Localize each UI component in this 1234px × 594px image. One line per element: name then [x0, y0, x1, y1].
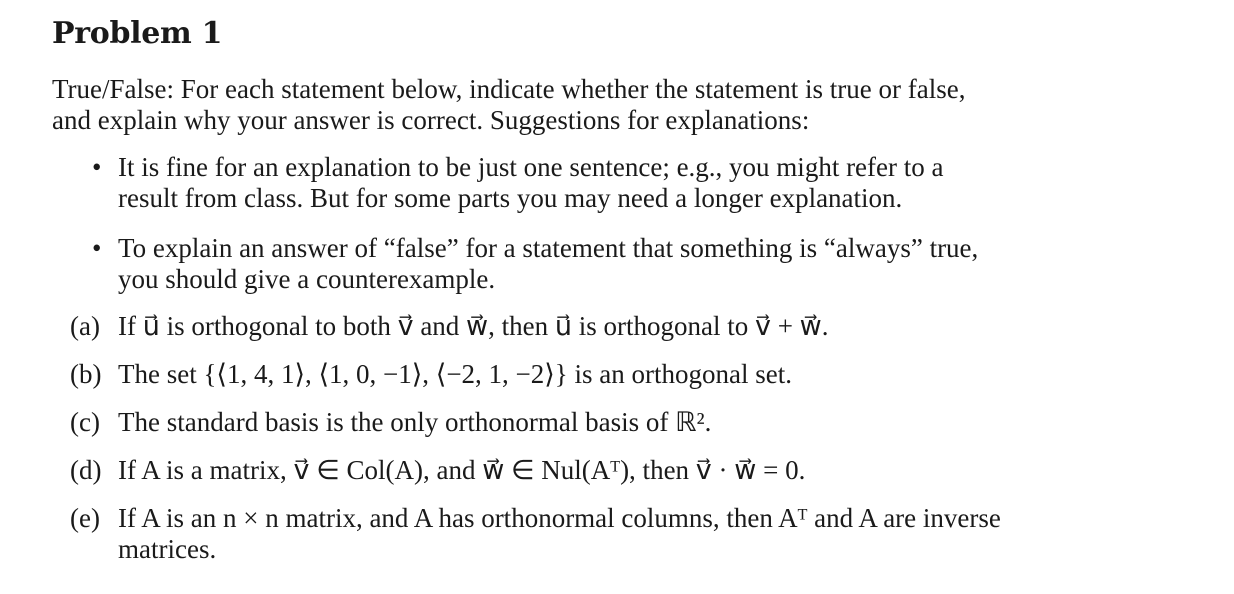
bullet-icon: •: [92, 233, 102, 263]
statement-text: If u⃗ is orthogonal to both v⃗ and w⃗, then u⃗ is orthogonal to v⃗ + w⃗.: [118, 311, 829, 341]
suggestions-list: [52, 152, 992, 314]
statement-label: (e): [70, 503, 100, 533]
statement-item-b: [52, 359, 1012, 390]
statement-text: The set {⟨1, 4, 1⟩, ⟨1, 0, −1⟩, ⟨−2, 1, −2⟩} is an orthogonal set.: [118, 359, 792, 389]
statement-item-e: [52, 503, 1012, 565]
suggestion-item: [52, 152, 992, 214]
statement-list: [52, 311, 1012, 582]
statement-item-a: [52, 311, 1012, 342]
problem-title: Problem 1: [52, 16, 223, 51]
statement-text: If A is a matrix, v⃗ ∈ Col(A), and w⃗ ∈ Nul(Aᵀ), then v⃗ · w⃗ = 0.: [118, 455, 806, 485]
suggestion-item: [52, 233, 992, 295]
statement-text: The standard basis is the only orthonormal basis of ℝ².: [118, 407, 712, 437]
statement-label: (d): [70, 455, 102, 485]
statement-item-d: [52, 455, 1012, 486]
suggestion-text: It is fine for an explanation to be just one sentence; e.g., you might refer to a result from class. But for some parts you may need a longer explanation.: [118, 152, 944, 213]
statement-label: (a): [70, 311, 100, 341]
statement-text: If A is an n × n matrix, and A has orthonormal columns, then Aᵀ and A are inverse matrices.: [118, 503, 1001, 564]
suggestion-text: To explain an answer of “false” for a statement that something is “always” true, you should give a counterexample.: [118, 233, 979, 294]
statement-label: (c): [70, 407, 100, 437]
bullet-icon: •: [92, 152, 102, 182]
problem-intro: True/False: For each statement below, indicate whether the statement is true or false, and explain why your answer is correct. Suggestions for explanations:: [52, 74, 966, 135]
statement-label: (b): [70, 359, 102, 389]
statement-item-c: [52, 407, 1012, 438]
